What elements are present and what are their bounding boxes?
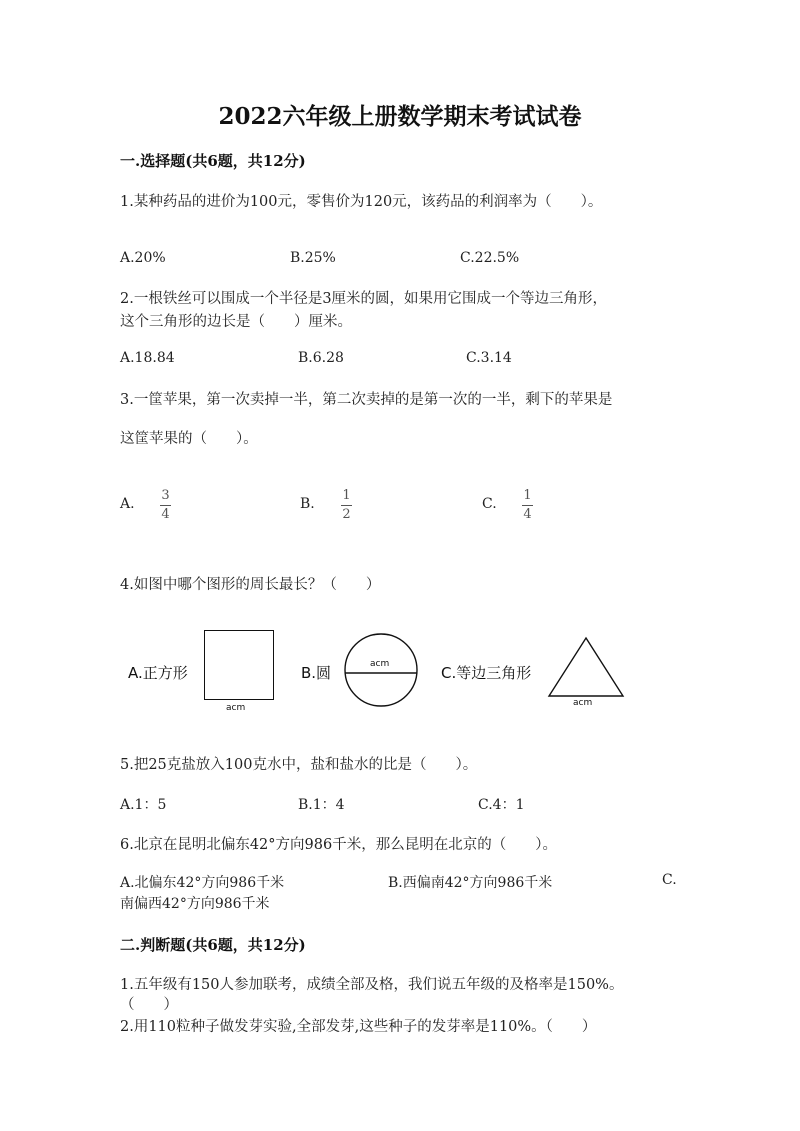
- question-2-line1: 2.一根铁丝可以围成一个半径是3厘米的圆，如果用它围成一个等边三角形，: [120, 291, 608, 307]
- q3-option-b-fraction: [341, 488, 352, 523]
- q2-option-a: A.18.84: [120, 350, 175, 366]
- fraction-numerator: 1: [523, 488, 532, 503]
- fraction-bar: [341, 505, 352, 506]
- figure-label-circle: B.圆: [301, 664, 332, 682]
- q3-option-a-label: A.: [120, 496, 135, 512]
- question-1-text: 1.某种药品的进价为100元，零售价为120元，该药品的利润率为（ ）。: [120, 194, 603, 210]
- q3-option-c-label: C.: [482, 496, 497, 512]
- q1-option-a: A.20%: [120, 250, 166, 266]
- section-heading-choice: 一.选择题(共6题，共12分): [120, 152, 306, 170]
- q6-option-c-prefix: C.: [662, 872, 677, 888]
- q2-option-b: B.6.28: [298, 350, 344, 366]
- q5-option-a: A.1：5: [120, 797, 167, 813]
- q5-option-b: B.1：4: [298, 797, 345, 813]
- q1-option-c: C.22.5%: [460, 250, 520, 266]
- figure-label-triangle: C.等边三角形: [441, 664, 532, 682]
- question-3-line2: 这筐苹果的（ ）。: [120, 431, 258, 447]
- fraction-bar: [160, 505, 171, 506]
- figure-label-square: A.正方形: [128, 664, 188, 682]
- q5-option-c: C.4：1: [478, 797, 525, 813]
- fraction-denominator: 4: [161, 507, 170, 522]
- fraction-numerator: 1: [342, 488, 351, 503]
- page-title: 2022六年级上册数学期末考试试卷: [218, 103, 582, 130]
- q1-option-b: B.25%: [290, 250, 336, 266]
- circle-diameter-label: acm: [370, 659, 390, 669]
- q2-option-c: C.3.14: [466, 350, 512, 366]
- fraction-numerator: 3: [161, 488, 170, 503]
- q6-option-a: A.北偏东42°方向986千米: [120, 875, 285, 891]
- q6-option-b: B.西偏南42°方向986千米: [388, 875, 553, 891]
- section-heading-judgement: 二.判断题(共6题，共12分): [120, 936, 306, 954]
- fraction-denominator: 4: [523, 507, 532, 522]
- triangle-outline: [549, 638, 623, 696]
- circle-shape: [343, 632, 419, 708]
- judgement-1-line1: 1.五年级有150人参加联考，成绩全部及格，我们说五年级的及格率是150%。: [120, 977, 624, 993]
- q3-option-c-fraction: [522, 488, 533, 523]
- q3-option-a-fraction: [160, 488, 171, 523]
- question-5-text: 5.把25克盐放入100克水中，盐和盐水的比是（ ）。: [120, 757, 478, 773]
- fraction-bar: [522, 505, 533, 506]
- judgement-2-text: 2.用110粒种子做发芽实验,全部发芽,这些种子的发芽率是110%。（ ）: [120, 1019, 597, 1035]
- square-shape: [204, 630, 274, 700]
- q3-option-b-label: B.: [300, 496, 315, 512]
- fraction-denominator: 2: [342, 507, 351, 522]
- square-side-label: acm: [226, 703, 246, 713]
- question-2-line2: 这个三角形的边长是（ ）厘米。: [120, 314, 352, 330]
- q6-option-c-text: 南偏西42°方向986千米: [120, 896, 270, 912]
- judgement-1-line2: （ ）: [120, 997, 178, 1013]
- triangle-shape: [546, 636, 626, 698]
- question-6-text: 6.北京在昆明北偏东42°方向986千米，那么昆明在北京的（ ）。: [120, 837, 557, 853]
- question-4-text: 4.如图中哪个图形的周长最长？（ ）: [120, 577, 381, 593]
- question-3-line1: 3.一筐苹果，第一次卖掉一半，第二次卖掉的是第一次的一半，剩下的苹果是: [120, 392, 613, 408]
- circle-outline: [345, 634, 417, 706]
- triangle-side-label: acm: [573, 698, 593, 708]
